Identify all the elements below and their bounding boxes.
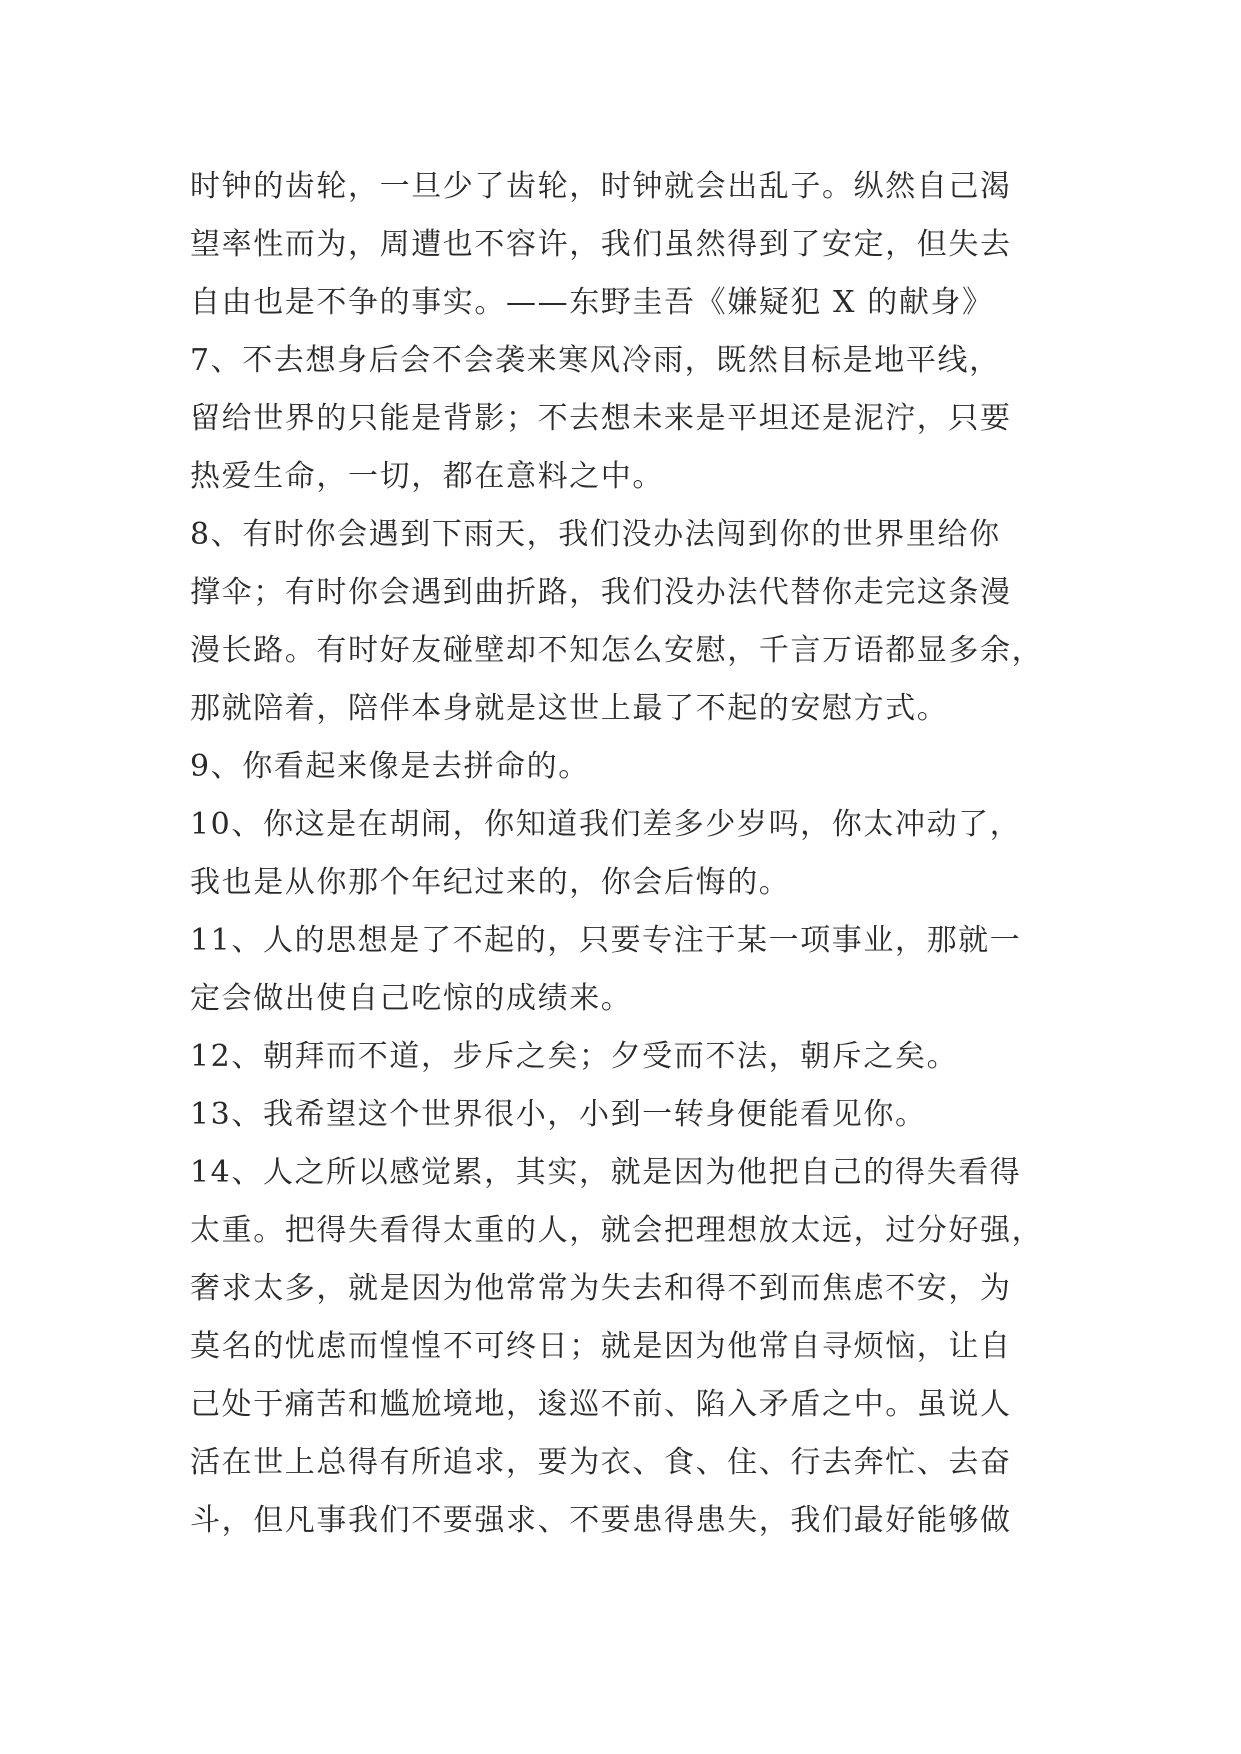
text-line: 望率性而为，周遭也不容许，我们虽然得到了安定，但失去: [190, 227, 1012, 262]
text-line: 12、朝拜而不道，步斥之矣；夕受而不法，朝斥之矣。: [190, 1039, 959, 1074]
text-line: 13、我希望这个世界很小，小到一转身便能看见你。: [190, 1097, 927, 1132]
text-line: 莫名的忧虑而惶惶不可终日；就是因为他常自寻烦恼，让自: [190, 1329, 1012, 1364]
text-line: 斗，但凡事我们不要强求、不要患得患失，我们最好能够做: [190, 1503, 1012, 1538]
text-line: 撑伞；有时你会遇到曲折路，我们没办法代替你走完这条漫: [190, 575, 1012, 610]
document-body: [190, 158, 1070, 1550]
text-line: 漫长路。有时好友碰壁却不知怎么安慰，千言万语都显多余，: [190, 633, 1044, 668]
text-line: 时钟的齿轮，一旦少了齿轮，时钟就会出乱子。纵然自己渴: [190, 169, 1012, 204]
text-line: 14、人之所以感觉累，其实，就是因为他把自己的得失看得: [190, 1155, 1022, 1190]
text-line: 自由也是不争的事实。——东野圭吾《嫌疑犯 X 的献身》: [190, 285, 994, 320]
text-line: 热爱生命，一切，都在意料之中。: [190, 459, 664, 494]
text-line: 活在世上总得有所追求，要为衣、食、住、行去奔忙、去奋: [190, 1445, 1012, 1480]
text-line: 那就陪着，陪伴本身就是这世上最了不起的安慰方式。: [190, 691, 949, 726]
text-line: 己处于痛苦和尴尬境地，逡巡不前、陷入矛盾之中。虽说人: [190, 1387, 1012, 1422]
text-line: 11、人的思想是了不起的，只要专注于某一项事业，那就一: [190, 923, 1022, 958]
text-line: 我也是从你那个年纪过来的，你会后悔的。: [190, 865, 791, 900]
text-line: 10、你这是在胡闹，你知道我们差多少岁吗，你太冲动了，: [190, 807, 1022, 842]
text-line: 7、不去想身后会不会袭来寒风冷雨，既然目标是地平线，: [190, 343, 1001, 378]
text-line: 9、你看起来像是去拼命的。: [190, 749, 590, 784]
text-line: 定会做出使自己吃惊的成绩来。: [190, 981, 633, 1016]
text-line: 8、有时你会遇到下雨天，我们没办法闯到你的世界里给你: [190, 517, 1001, 552]
text-line: 太重。把得失看得太重的人，就会把理想放太远，过分好强，: [190, 1213, 1044, 1248]
text-line: 留给世界的只能是背影；不去想未来是平坦还是泥泞，只要: [190, 401, 1012, 436]
text-line: 奢求太多，就是因为他常常为失去和得不到而焦虑不安，为: [190, 1271, 1012, 1306]
